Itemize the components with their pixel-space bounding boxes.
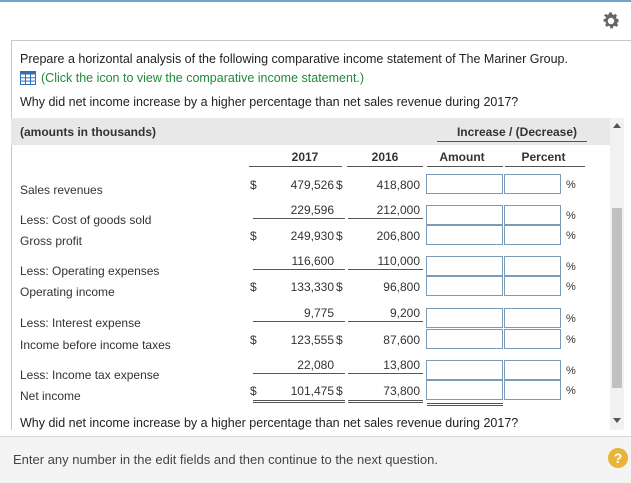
- percent-input[interactable]: [504, 380, 561, 400]
- col-header-2016: 2016: [371, 150, 399, 164]
- amount-input[interactable]: [426, 329, 503, 349]
- double-underline-amount: [427, 403, 503, 406]
- underline-2017: [253, 218, 345, 219]
- col-header-2017-underline: [249, 166, 342, 167]
- value-2016: 110,000: [377, 254, 420, 268]
- value-2017: 123,555: [290, 333, 334, 347]
- value-2016: 73,800: [383, 384, 420, 398]
- dollar-sign-2016: $: [336, 178, 343, 192]
- dollar-sign-2016: $: [336, 229, 343, 243]
- amount-input[interactable]: [426, 225, 503, 245]
- col-header-2016-underline: [347, 166, 423, 167]
- gear-icon[interactable]: [600, 10, 622, 32]
- dollar-sign-2017: $: [250, 280, 257, 294]
- percent-sign: %: [566, 261, 576, 273]
- underline-2016: [348, 218, 423, 219]
- dollar-sign-2016: $: [336, 384, 343, 398]
- dollar-sign-2016: $: [336, 333, 343, 347]
- value-2016: 96,800: [383, 280, 420, 294]
- percent-sign: %: [566, 365, 576, 377]
- panel-top-border: [11, 40, 631, 41]
- amount-input[interactable]: [426, 308, 503, 328]
- value-2017: 133,330: [290, 280, 334, 294]
- footer-instruction: Enter any number in the edit fields and then continue to the next question.: [13, 452, 438, 467]
- percent-sign: %: [566, 313, 576, 325]
- row-label: Less: Operating expenses: [20, 264, 160, 278]
- value-2016: 212,000: [376, 203, 420, 217]
- scroll-down-arrow-icon[interactable]: [613, 418, 621, 423]
- value-2017: 249,930: [290, 229, 334, 243]
- percent-sign: %: [566, 230, 576, 242]
- value-2017: 116,600: [291, 254, 334, 268]
- col-header-amount-underline: [427, 166, 503, 167]
- dollar-sign-2017: $: [250, 333, 257, 347]
- row-label: Less: Cost of goods sold: [20, 213, 152, 227]
- underline-2017: [253, 321, 345, 322]
- double-underline-2016: [348, 400, 423, 403]
- value-2016: 206,800: [376, 229, 420, 243]
- amount-input[interactable]: [426, 360, 503, 380]
- underline-2017: [253, 269, 345, 270]
- spreadsheet-grid-icon[interactable]: [20, 71, 36, 85]
- value-2016: 9,200: [389, 306, 420, 320]
- dollar-sign-2017: $: [250, 178, 257, 192]
- value-2016: 87,600: [383, 333, 420, 347]
- percent-sign: %: [566, 281, 576, 293]
- percent-sign: %: [566, 385, 576, 397]
- row-label: Less: Income tax expense: [20, 368, 160, 382]
- row-label: Gross profit: [20, 234, 83, 248]
- amount-input[interactable]: [426, 256, 503, 276]
- top-accent-line: [0, 0, 631, 2]
- dollar-sign-2017: $: [250, 384, 257, 398]
- row-label: Less: Interest expense: [20, 316, 141, 330]
- row-label: Net income: [20, 389, 81, 403]
- view-statement-link-text[interactable]: (Click the icon to view the comparative income statement.): [41, 71, 365, 85]
- percent-input[interactable]: [504, 329, 561, 349]
- underline-2017: [253, 373, 345, 374]
- percent-input[interactable]: [504, 360, 561, 380]
- help-button[interactable]: ?: [608, 448, 628, 468]
- value-2017: 479,526: [290, 178, 334, 192]
- scroll-up-arrow-icon[interactable]: [613, 123, 621, 128]
- underline-2016: [348, 269, 423, 270]
- statement-scroll-area: [11, 118, 610, 430]
- amount-input[interactable]: [426, 205, 503, 225]
- instructions-text: Prepare a horizontal analysis of the following comparative income statement of The Mariner Group.: [20, 52, 568, 66]
- underline-2016: [348, 373, 423, 374]
- dollar-sign-2017: $: [250, 229, 257, 243]
- value-2017: 229,596: [290, 203, 334, 217]
- percent-sign: %: [566, 210, 576, 222]
- increase-decrease-underline: [437, 141, 587, 142]
- value-2016: 418,800: [376, 178, 420, 192]
- dollar-sign-2016: $: [336, 280, 343, 294]
- clipped-question-text: [20, 416, 580, 430]
- col-header-2017: 2017: [291, 150, 319, 164]
- increase-decrease-header: Increase / (Decrease): [456, 125, 578, 139]
- amount-input[interactable]: [426, 276, 503, 296]
- percent-sign: %: [566, 179, 576, 191]
- footer-bar: [0, 436, 631, 483]
- value-2017: 101,475: [290, 384, 334, 398]
- double-underline-2017: [253, 400, 345, 403]
- amount-input[interactable]: [426, 174, 503, 194]
- col-header-percent: Percent: [521, 150, 566, 164]
- view-statement-link[interactable]: [20, 71, 364, 85]
- percent-input[interactable]: [504, 174, 561, 194]
- row-label: Sales revenues: [20, 183, 103, 197]
- value-2016: 13,800: [383, 358, 420, 372]
- row-label: Income before income taxes: [20, 338, 171, 352]
- scrollbar-thumb[interactable]: [612, 208, 622, 388]
- amounts-header: (amounts in thousands): [20, 125, 156, 139]
- col-header-percent-underline: [505, 166, 585, 167]
- percent-input[interactable]: [504, 205, 561, 225]
- col-header-amount: Amount: [439, 150, 485, 164]
- value-2017: 9,775: [303, 306, 334, 320]
- percent-sign: %: [566, 334, 576, 346]
- percent-input[interactable]: [504, 225, 561, 245]
- vertical-scrollbar[interactable]: [610, 118, 624, 430]
- amount-input[interactable]: [426, 380, 503, 400]
- percent-input[interactable]: [504, 276, 561, 296]
- value-2017: 22,080: [297, 358, 334, 372]
- clipped-question-text-span: Why did net income increase by a higher percentage than net sales revenue during 2017?: [20, 416, 519, 430]
- percent-input[interactable]: [504, 256, 561, 276]
- underline-2016: [348, 321, 423, 322]
- percent-input[interactable]: [504, 308, 561, 328]
- question-text: Why did net income increase by a higher percentage than net sales revenue during 2017?: [20, 95, 519, 109]
- row-label: Operating income: [20, 285, 115, 299]
